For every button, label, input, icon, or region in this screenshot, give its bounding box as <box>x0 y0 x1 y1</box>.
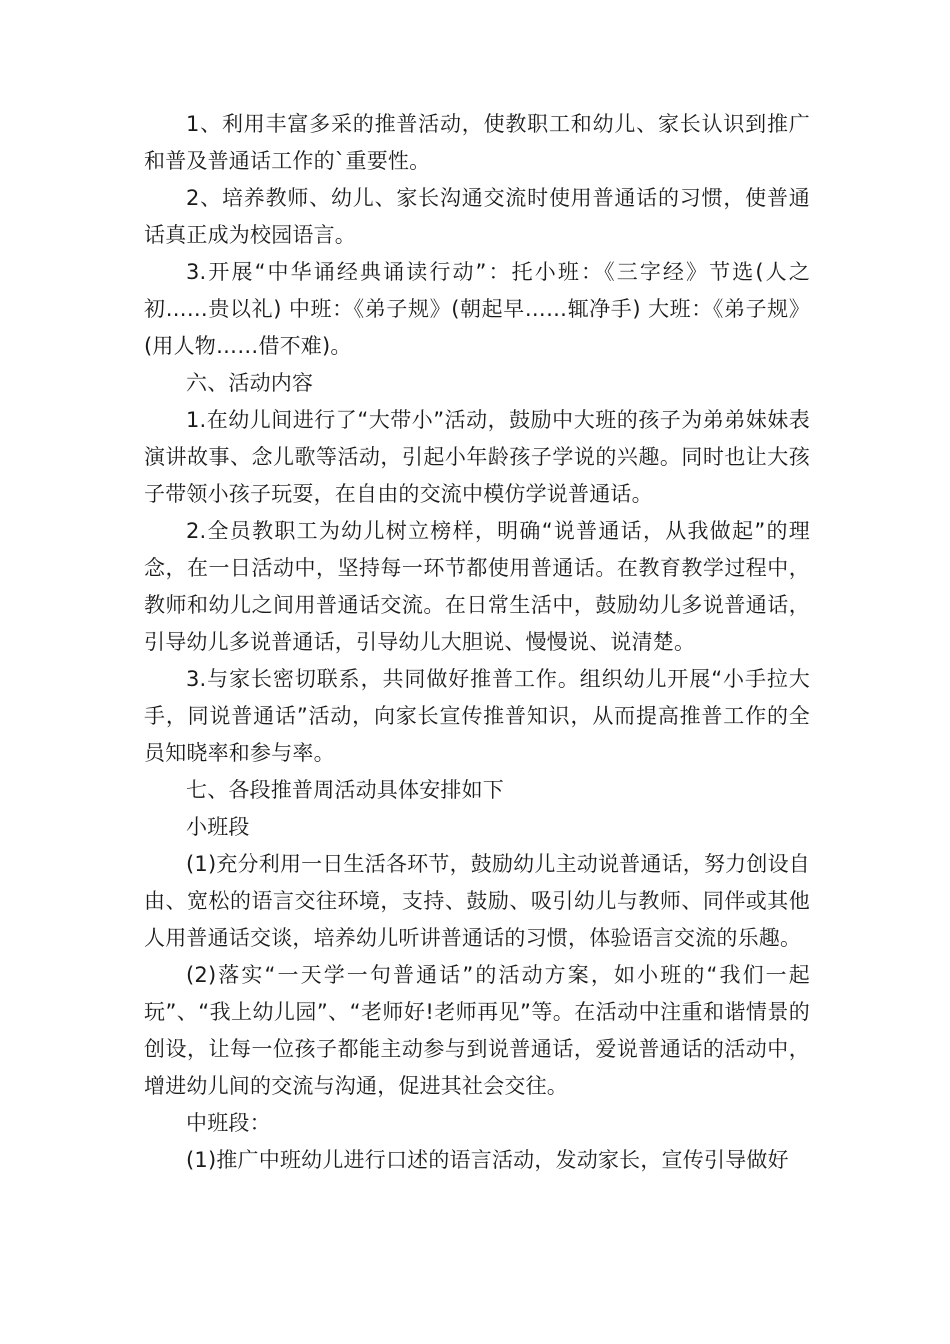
section-heading-activity-content: 六、活动内容 <box>186 371 314 395</box>
paragraph-goal-3: 3.开展“中华诵经典诵读行动”：托小班：《三字经》节选(人之初……贵以礼) 中班：《弟子规》(朝起早……辄净手) 大班：《弟子规》(用人物……借不难)。 <box>144 260 810 358</box>
section-heading-schedule: 七、各段推普周活动具体安排如下 <box>186 778 504 802</box>
subheading-middle-class: 中班段： <box>186 1111 271 1135</box>
document-body <box>144 106 810 1179</box>
paragraph-goal-2: 2、培养教师、幼儿、家长沟通交流时使用普通话的习惯，使普通话真正成为校园语言。 <box>144 186 810 247</box>
paragraph-content-2: 2.全员教职工为幼儿树立榜样，明确“说普通话，从我做起”的理念，在一日活动中，坚持每一环节都使用普通话。在教育教学过程中，教师和幼儿之间用普通话交流。在日常生活中，鼓励幼儿多说普通话，引导幼儿多说普通话，引导幼儿大胆说、慢慢说、说清楚。 <box>144 519 810 654</box>
paragraph-content-1: 1.在幼儿间进行了“大带小”活动，鼓励中大班的孩子为弟弟妹妹表演讲故事、念儿歌等活动，引起小年龄孩子学说的兴趣。同时也让大孩子带领小孩子玩耍，在自由的交流中模仿学说普通话。 <box>144 408 810 506</box>
paragraph-small-class-2: (2)落实“一天学一句普通话”的活动方案，如小班的“我们一起玩”、“我上幼儿园”、“老师好!老师再见”等。在活动中注重和谐情景的创设，让每一位孩子都能主动参与到说普通话，爱说普通话的活动中，增进幼儿间的交流与沟通，促进其社会交往。 <box>144 963 810 1098</box>
paragraph-goal-1: 1、利用丰富多采的推普活动，使教职工和幼儿、家长认识到推广和普及普通话工作的`重要性。 <box>144 112 810 173</box>
paragraph-content-3: 3.与家长密切联系，共同做好推普工作。组织幼儿开展“小手拉大手，同说普通话”活动，向家长宣传推普知识，从而提高推普工作的全员知晓率和参与率。 <box>144 667 810 765</box>
subheading-small-class: 小班段 <box>186 815 250 839</box>
paragraph-small-class-1: (1)充分利用一日生活各环节，鼓励幼儿主动说普通话，努力创设自由、宽松的语言交往环境，支持、鼓励、吸引幼儿与教师、同伴或其他人用普通话交谈，培养幼儿听讲普通话的习惯，体验语言交流的乐趣。 <box>144 852 810 950</box>
paragraph-middle-class-1: (1)推广中班幼儿进行口述的语言活动，发动家长，宣传引导做好 <box>186 1148 789 1172</box>
